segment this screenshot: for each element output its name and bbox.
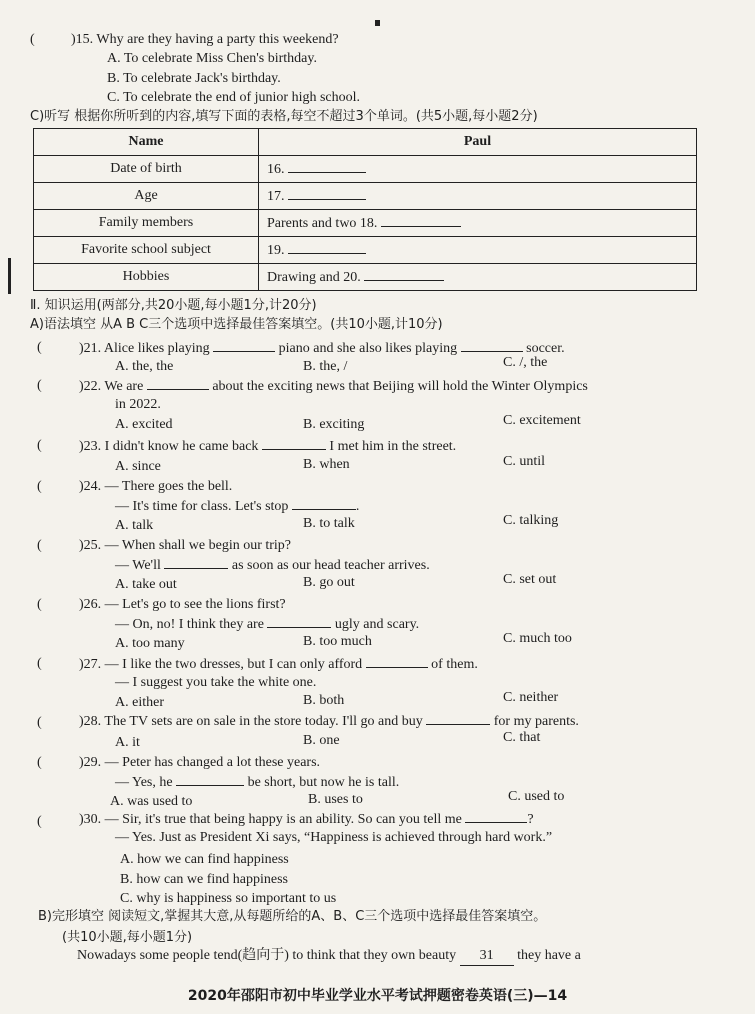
cloze-blank-31[interactable]	[460, 947, 514, 966]
stem-text: )23. I didn't know he came back	[79, 439, 259, 454]
stem-text: piano and she also likes playing	[278, 341, 458, 356]
answer-paren: (	[37, 597, 42, 612]
print-mark	[8, 258, 11, 294]
question-22-continuation: in 2022.	[115, 397, 161, 412]
question-26-line-2	[115, 615, 419, 634]
question-30-stem	[79, 810, 534, 829]
answer-blank[interactable]	[461, 339, 523, 352]
answer-blank[interactable]	[267, 615, 331, 628]
question-25-line-2	[115, 556, 430, 575]
stem-text: be short, but now he is tall.	[247, 775, 400, 790]
row-label: Favorite school subject	[34, 237, 259, 264]
q25-option-a: A. take out	[115, 577, 177, 592]
table-row	[34, 237, 697, 264]
table-header-row	[34, 129, 697, 156]
q26-option-b: B. too much	[303, 634, 372, 649]
q21-option-b: B. the, /	[303, 359, 348, 374]
answer-paren: (	[37, 538, 42, 553]
q25-option-c: C. set out	[503, 572, 557, 587]
row-value-text: 16.	[267, 162, 285, 177]
q28-option-c: C. that	[503, 730, 541, 745]
answer-blank[interactable]	[262, 437, 326, 450]
q27-option-b: B. both	[303, 693, 345, 708]
table-row	[34, 156, 697, 183]
row-value	[259, 156, 697, 183]
answer-paren: (	[37, 378, 42, 393]
answer-paren: (	[37, 755, 42, 770]
dictation-table	[33, 128, 697, 291]
stem-text: )21. Alice likes playing	[79, 341, 210, 356]
section-b-heading-2: (共10小题,每小题1分)	[62, 930, 193, 945]
answer-blank[interactable]	[164, 556, 228, 569]
section-b-heading: B)完形填空 阅读短文,掌握其大意,从每题所给的A、B、C三个选项中选择最佳答案填空。	[38, 909, 547, 924]
row-value	[259, 264, 697, 291]
answer-paren: (	[37, 656, 42, 671]
question-24-line-2	[115, 497, 359, 516]
q24-option-c: C. talking	[503, 513, 559, 528]
q23-option-c: C. until	[503, 454, 546, 469]
q25-option-b: B. go out	[303, 575, 355, 590]
row-label: Date of birth	[34, 156, 259, 183]
section-a-heading: A)语法填空 从A B C三个选项中选择最佳答案填空。(共10小题,计10分)	[30, 317, 443, 332]
print-mark	[375, 20, 380, 26]
q27-option-c: C. neither	[503, 690, 559, 705]
q30-option-a: A. how we can find happiness	[120, 852, 289, 867]
row-label: Age	[34, 183, 259, 210]
answer-blank[interactable]	[465, 810, 527, 823]
row-label: Hobbies	[34, 264, 259, 291]
row-value	[259, 210, 697, 237]
q26-option-c: C. much too	[503, 631, 572, 646]
answer-blank[interactable]	[292, 497, 356, 510]
row-value-text: Drawing and 20.	[267, 270, 361, 285]
row-value	[259, 237, 697, 264]
q30-option-c: C. why is happiness so important to us	[120, 891, 337, 906]
answer-paren: (	[30, 32, 35, 47]
table-row	[34, 210, 697, 237]
q22-option-c: C. excitement	[503, 413, 581, 428]
q23-option-a: A. since	[115, 459, 161, 474]
q15-option-b: B. To celebrate Jack's birthday.	[107, 71, 281, 86]
row-value	[259, 183, 697, 210]
paragraph-text: Nowadays some people tend(趋向于) to think that they own beauty	[77, 948, 457, 963]
question-27-line-2: — I suggest you take the white one.	[115, 675, 317, 690]
row-value-text: 17.	[267, 189, 285, 204]
stem-text: — Yes, he	[115, 775, 173, 790]
question-26-stem: )26. — Let's go to see the lions first?	[79, 597, 286, 612]
q28-option-a: A. it	[115, 735, 140, 750]
question-29-stem: )29. — Peter has changed a lot these years.	[79, 755, 321, 770]
stem-text: — It's time for class. Let's stop	[115, 499, 289, 514]
stem-text: of them.	[431, 657, 478, 672]
answer-blank[interactable]	[366, 655, 428, 668]
answer-blank[interactable]	[147, 377, 209, 390]
answer-blank[interactable]	[213, 339, 275, 352]
stem-text: )30. — Sir, it's true that being happy is an ability. So can you tell me	[79, 812, 462, 827]
table-header-name: Name	[34, 129, 259, 156]
row-value-text: Parents and two 18.	[267, 216, 378, 231]
q22-option-b: B. exciting	[303, 417, 365, 432]
part-2-heading: Ⅱ. 知识运用(两部分,共20小题,每小题1分,计20分)	[30, 298, 317, 313]
q21-option-c: C. /, the	[503, 355, 548, 370]
q23-option-b: B. when	[303, 457, 350, 472]
row-label: Family members	[34, 210, 259, 237]
table-header-paul: Paul	[259, 129, 697, 156]
cloze-paragraph	[77, 947, 581, 966]
question-25-stem: )25. — When shall we begin our trip?	[79, 538, 292, 553]
q30-option-b: B. how can we find happiness	[120, 872, 288, 887]
stem-text: I met him in the street.	[329, 439, 457, 454]
stem-text: for my parents.	[493, 714, 579, 729]
q15-option-c: C. To celebrate the end of junior high school.	[107, 90, 361, 105]
stem-text: — On, no! I think they are	[115, 617, 264, 632]
answer-blank[interactable]	[288, 241, 366, 254]
question-22-stem	[79, 377, 588, 396]
q15-option-a: A. To celebrate Miss Chen's birthday.	[107, 51, 317, 66]
answer-paren: (	[37, 479, 42, 494]
q29-option-a: A. was used to	[110, 794, 193, 809]
stem-text: )22. We are	[79, 379, 144, 394]
answer-blank[interactable]	[288, 187, 366, 200]
stem-text: )28. The TV sets are on sale in the store today. I'll go and buy	[79, 714, 423, 729]
stem-text: .	[355, 499, 360, 514]
row-value-text: 19.	[267, 243, 285, 258]
q24-option-b: B. to talk	[303, 516, 355, 531]
answer-blank[interactable]	[176, 773, 244, 786]
stem-text: ugly and scary.	[334, 617, 420, 632]
q24-option-a: A. talk	[115, 518, 154, 533]
question-29-line-2	[115, 773, 399, 792]
stem-text: )27. — I like the two dresses, but I can only afford	[79, 657, 363, 672]
answer-blank[interactable]	[364, 268, 444, 281]
question-27-stem	[79, 655, 478, 674]
q29-option-b: B. uses to	[308, 792, 363, 807]
question-15-stem: )15. Why are they having a party this weekend?	[71, 32, 339, 47]
q29-option-c: C. used to	[508, 789, 565, 804]
answer-paren: (	[37, 814, 42, 829]
question-23-stem	[79, 437, 456, 456]
question-24-stem: )24. — There goes the bell.	[79, 479, 233, 494]
stem-text: about the exciting news that Beijing will hold the Winter Olympics	[212, 379, 588, 394]
q27-option-a: A. either	[115, 695, 164, 710]
answer-paren: (	[37, 438, 42, 453]
answer-blank[interactable]	[426, 712, 490, 725]
table-row	[34, 264, 697, 291]
q26-option-a: A. too many	[115, 636, 185, 651]
blank-number: 31	[479, 948, 494, 963]
answer-paren: (	[37, 715, 42, 730]
stem-text: soccer.	[526, 341, 565, 356]
stem-text: ?	[527, 812, 534, 827]
stem-text: as soon as our head teacher arrives.	[231, 558, 430, 573]
q22-option-a: A. excited	[115, 417, 173, 432]
question-21-stem	[79, 339, 565, 358]
question-30-line-2: — Yes. Just as President Xi says, “Happiness is achieved through hard work.”	[115, 830, 553, 845]
section-c-heading: C)听写 根据你所听到的内容,填写下面的表格,每空不超过3个单词。(共5小题,每小题2分)	[30, 109, 538, 124]
answer-blank[interactable]	[288, 160, 366, 173]
answer-paren: (	[37, 340, 42, 355]
q21-option-a: A. the, the	[115, 359, 174, 374]
page-footer: 2020年邵阳市初中毕业学业水平考试押题密卷英语(三)—14	[187, 988, 568, 1004]
q28-option-b: B. one	[303, 733, 340, 748]
answer-blank[interactable]	[381, 214, 461, 227]
paragraph-text: they have a	[517, 948, 581, 963]
table-row	[34, 183, 697, 210]
stem-text: — We'll	[115, 558, 161, 573]
